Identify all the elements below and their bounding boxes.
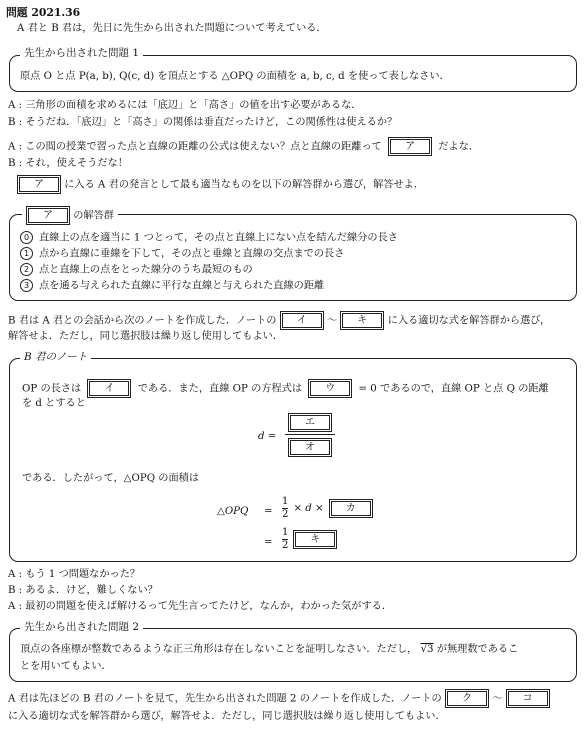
blank-a[interactable] (388, 137, 432, 156)
option-text: 点から直線に垂線を下して，その点と垂線と直線の交点までの長さ (39, 248, 345, 260)
blank-a[interactable] (17, 175, 61, 194)
final-instruction (8, 689, 550, 708)
fraction-bar (285, 434, 335, 435)
half-fraction (282, 527, 288, 552)
d-fraction (285, 412, 335, 457)
option-text: 点を通る与えられた直線に平行な直線と与えられた直線の距離 (39, 280, 325, 292)
note-text: = 0 であるので，直線 OP と点 Q の距離 (358, 383, 549, 395)
dialogue-line: B : あるよ．けど，難しくない？ (8, 585, 158, 596)
blank-u-label: ウ (310, 381, 350, 396)
dialogue-line: A : もう 1 つ問題なかった？ (8, 569, 141, 580)
blank-ki-label: キ (342, 313, 382, 328)
fraction-denominator: 2 (282, 509, 289, 520)
dialogue-text: A : この間の授業で習った点と直線の距離の公式は使えない？点と直線の距離って (8, 141, 382, 153)
option-number: 0 (20, 231, 33, 244)
note-line2: を d とすると (22, 398, 86, 409)
blank-u[interactable] (308, 379, 352, 398)
dialogue-line (8, 137, 479, 156)
final-text: A 君は先ほどの B 君のノートを見て，先生から出された問題 2 のノートを作成した．ノートの (8, 693, 442, 705)
answer-option[interactable] (20, 231, 398, 245)
note-text: OP の長さは (22, 383, 82, 395)
problem1-label: 先生から出された問題 1 (20, 47, 143, 60)
instruction2-text: B 君は A 君との会話から次のノートを作成した．ノートの (8, 315, 277, 327)
problem-title: 問題 2021.36 (6, 6, 81, 19)
instruction1-text: に入る A 君の発言として最も適当なものを以下の解答群から選び，解答せよ． (64, 179, 425, 191)
dialogue-line: A : 三角形の面積を求めるには「底辺」と「高さ」の値を出す必要があるな． (8, 100, 362, 111)
note-line1 (22, 379, 549, 398)
problem2-label: 先生から出された問題 2 (20, 621, 143, 634)
dialogue-line: B : それ，使えそうだな！ (8, 158, 128, 169)
option-number: 1 (20, 247, 33, 260)
equals-sign: = (264, 506, 273, 517)
dialogue-line: B : そうだね．「底辺」と「高さ」の関係は垂直だったけど，この関係性は使えるか？ (8, 117, 398, 128)
half-fraction (282, 496, 288, 521)
blank-ko[interactable] (506, 689, 550, 708)
blank-i-label: イ (282, 313, 322, 328)
option-text: 直線上の点を適当に 1 つとって，その点と直線上にない点を結んだ線分の長さ (39, 232, 398, 244)
note-label: B 君のノート (20, 351, 91, 364)
final-instruction-line2: に入る適切な式を解答群から選び，解答せよ．ただし，同じ選択肢は繰り返し使用してもよい． (8, 711, 446, 722)
blank-i[interactable] (280, 311, 324, 330)
answer-option[interactable] (20, 279, 324, 293)
option-number: 3 (20, 279, 33, 292)
problem2-line1 (20, 643, 518, 656)
blank-ku[interactable] (445, 689, 489, 708)
area-lhs: △OPQ (217, 506, 249, 517)
dialogue-text: だよな． (438, 141, 480, 153)
blank-ku-label: ク (447, 691, 487, 706)
tilde: 〜 (326, 315, 338, 327)
blank-e[interactable] (288, 413, 332, 432)
problem2-text: 頂点の各座標が整数であるような正三角形は存在しないことを証明しなさい．ただし， (20, 644, 418, 655)
blank-o-label: オ (290, 440, 330, 455)
instruction2-line2: 解答せよ．ただし，同じ選択肢は繰り返し使用してもよい． (8, 331, 284, 342)
blank-a-label: ア (19, 177, 59, 192)
blank-e-label: エ (290, 415, 330, 430)
blank-ka[interactable] (329, 499, 373, 518)
blank-a-label: ア (390, 139, 430, 154)
instruction1 (17, 175, 424, 194)
answer-group-header (22, 206, 118, 225)
blank-ki[interactable] (340, 311, 384, 330)
intro-text: A 君と B 君は，先日に先生から出された問題について考えている． (17, 23, 327, 34)
answer-option[interactable] (20, 247, 344, 261)
blank-a[interactable] (26, 206, 70, 225)
area-rhs-2 (282, 527, 337, 552)
blank-ki-label: キ (295, 532, 335, 547)
note-line3: である．したがって，△OPQ の面積は (22, 473, 200, 484)
fraction-denominator: 2 (282, 540, 289, 551)
problem1-text: 原点 O と点 P(a, b), Q(c, d) を頂点とする △OPQ の面積を a, b, c, d を使って表しなさい． (20, 71, 450, 82)
blank-i-label: イ (89, 381, 129, 396)
blank-i[interactable] (87, 379, 131, 398)
blank-ko-label: コ (508, 691, 548, 706)
blank-o[interactable] (288, 438, 332, 457)
blank-ki[interactable] (293, 530, 337, 549)
answer-option[interactable] (20, 263, 253, 277)
note-text: である．また，直線 OP の方程式は (137, 383, 303, 395)
answer-group-label: の解答群 (73, 210, 114, 222)
instruction2 (8, 311, 550, 330)
equals-sign: = (264, 537, 273, 548)
option-text: 点と直線上の点をとった線分のうち最短のもの (39, 264, 253, 276)
area-rhs-1 (282, 496, 373, 521)
times-d: × d × (293, 503, 324, 514)
tilde: 〜 (492, 693, 503, 705)
fraction-numerator: 1 (282, 527, 289, 538)
problem2-line2: とを用いてもよい． (20, 661, 112, 672)
blank-a-label: ア (28, 208, 68, 223)
problem2-text: が無理数であるこ (436, 644, 519, 655)
blank-ka-label: カ (331, 501, 371, 516)
fraction-numerator: 1 (282, 496, 289, 507)
d-equals: d = (258, 431, 277, 442)
instruction2-text: に入る適切な式を解答群から選び， (387, 315, 551, 327)
sqrt3: √3 (420, 644, 434, 655)
option-number: 2 (20, 263, 33, 276)
dialogue-line: A : 最初の問題を使えば解けるって先生言ってたけど，なんか，わかった気がする． (8, 601, 393, 612)
